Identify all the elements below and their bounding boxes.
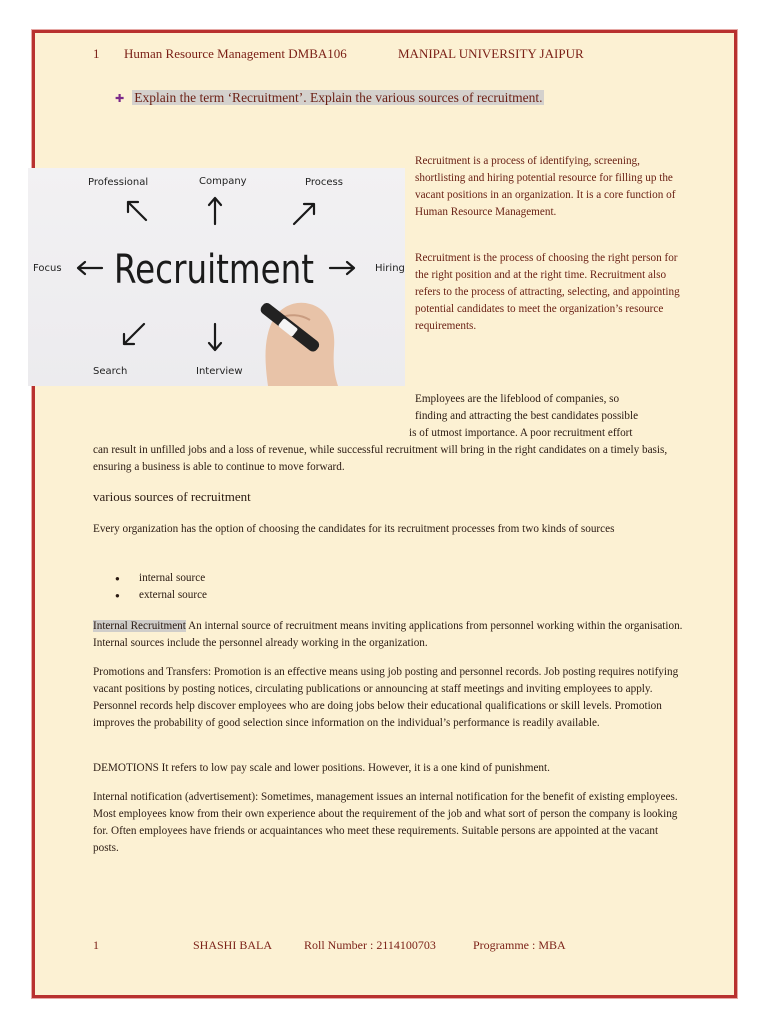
recruitment-image bbox=[28, 168, 405, 386]
list-item: ● external source bbox=[115, 587, 207, 604]
footer-page-number: 1 bbox=[93, 938, 99, 952]
paragraph-importance-line-2: finding and attracting the best candidates possible bbox=[415, 410, 639, 422]
center-word: Recruitment bbox=[114, 247, 314, 293]
question-text: Explain the term ‘Recruitment’. Explain the various sources of recruitment. bbox=[134, 90, 543, 105]
label-hiring: Hiring bbox=[375, 263, 405, 274]
arrow-up-right-icon bbox=[294, 204, 314, 224]
recruitment-diagram bbox=[28, 168, 405, 386]
label-focus: Focus bbox=[33, 263, 62, 274]
list-item: ● internal source bbox=[115, 570, 207, 587]
sources-heading: various sources of recruitment bbox=[93, 489, 251, 504]
internal-recruitment-paragraph bbox=[93, 618, 683, 652]
sources-list bbox=[115, 570, 207, 604]
bullet-arrow-icon: ✚ bbox=[115, 93, 125, 105]
footer-name: SHASHI BALA bbox=[193, 938, 273, 952]
document-page bbox=[32, 30, 737, 998]
arrow-down-icon bbox=[209, 324, 221, 350]
arrow-up-left-icon bbox=[128, 202, 146, 220]
paragraph-definition-2: Recruitment is the process of choosing the right person for the right position and at the right time. Recruitment also refers to the process of attracting, selecting, and appointing potential candidates to meet the organization’s resource requirements. bbox=[415, 252, 680, 332]
sources-intro: Every organization has the option of choosing the candidates for its recruitment processes from two kinds of sources bbox=[93, 523, 615, 535]
arrow-down-left-icon bbox=[124, 324, 144, 344]
arrow-up-icon bbox=[209, 198, 221, 224]
header-course-title: Human Resource Management DMBA106 bbox=[124, 46, 347, 61]
label-company: Company bbox=[199, 176, 247, 187]
question-line bbox=[115, 90, 544, 106]
hand-with-marker-icon bbox=[259, 301, 338, 386]
label-interview: Interview bbox=[196, 366, 243, 377]
footer-roll-number: Roll Number : 2114100703 bbox=[304, 938, 436, 952]
label-search: Search bbox=[93, 366, 128, 377]
header-page-number: 1 bbox=[93, 46, 100, 61]
paragraph-importance-rest: can result in unfilled jobs and a loss of revenue, while successful recruitment will bring in the right candidates on a timely basis, ensuring a business is able to continue to move forward. bbox=[93, 444, 668, 473]
paragraph-importance-line-1: Employees are the lifeblood of companies, so bbox=[415, 393, 620, 405]
label-process: Process bbox=[305, 177, 343, 188]
internal-recruitment-text: An internal source of recruitment means inviting applications from personnel working within the organisation. Internal sources include the personnel already working in the organization. bbox=[93, 620, 683, 649]
internal-notification-paragraph: Internal notification (advertisement): Sometimes, management issues an internal notification for the benefit of existing employees. Most employees know from their own experience about the requirement of the job and what sort of person the company is looking for. Often employees have friends or acquaintances who meet these requirements. Suitable persons are appointed at the vacant posts. bbox=[93, 791, 678, 854]
header-university: MANIPAL UNIVERSITY JAIPUR bbox=[398, 46, 584, 61]
footer-programme: Programme : MBA bbox=[473, 938, 566, 952]
label-professional: Professional bbox=[88, 177, 149, 188]
arrow-left-icon bbox=[78, 262, 102, 274]
paragraph-importance-line-3: is of utmost importance. A poor recruitment effort bbox=[409, 427, 633, 439]
arrow-right-icon bbox=[330, 262, 354, 274]
promotions-paragraph: Promotions and Transfers: Promotion is an effective means using job posting and personnel records. Job posting requires notifying vacant positions by posting notices, circulating publications or announcing at staff meetings and inviting employees to apply. Personnel records help discover employees who are doing jobs below their educational qualifications or skill levels. Promotion improves the probability of good selection since information on the individual’s performance is readily available. bbox=[93, 666, 679, 729]
demotions-paragraph: DEMOTIONS It refers to low pay scale and lower positions. However, it is a one kind of punishment. bbox=[93, 762, 550, 774]
internal-recruitment-label: Internal Recruitment bbox=[93, 620, 186, 632]
paragraph-definition-1: Recruitment is a process of identifying, screening, shortlisting and hiring potential resource for filling up the vacant positions in an organization. It is a core function of Human Resource Management. bbox=[415, 155, 676, 218]
